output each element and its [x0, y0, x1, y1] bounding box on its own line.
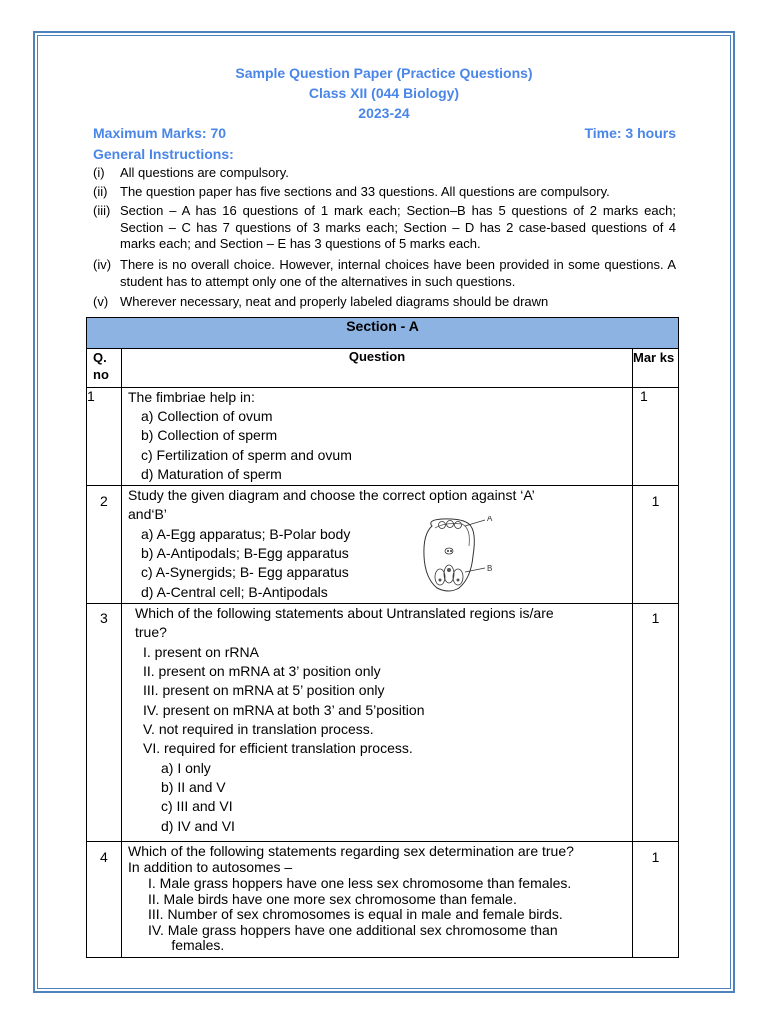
- section-a-heading: Section - A: [87, 318, 679, 349]
- instruction-item: [93, 184, 676, 201]
- statement-v: V. not required in translation process.: [143, 721, 374, 737]
- statement-iv: IV. Male grass hoppers have one additional sex chromosome than: [148, 922, 558, 938]
- instruction-text: All questions are compulsory.: [120, 165, 289, 180]
- option-a: a) Collection of ovum: [141, 408, 273, 424]
- question-stem-line2: In addition to autosomes –: [128, 859, 293, 875]
- option-a: a) A-Egg apparatus; B-Polar body: [141, 526, 351, 542]
- option-d: d) IV and VI: [161, 818, 235, 834]
- option-c: c) A-Synergids; B- Egg apparatus: [141, 564, 349, 580]
- option-b: b) II and V: [161, 779, 226, 795]
- diagram-label-b: B: [487, 564, 493, 573]
- question-cell: [122, 486, 633, 604]
- diagram-label-a: A: [487, 516, 493, 523]
- question-number: 2: [87, 486, 122, 604]
- time-allowed: Time: 3 hours: [584, 125, 676, 141]
- statement-iii: III. present on mRNA at 5’ position only: [143, 682, 385, 698]
- statement-ii: II. present on mRNA at 3’ position only: [143, 663, 381, 679]
- paper-title: Sample Question Paper (Practice Questions): [235, 65, 533, 81]
- instruction-item: [93, 203, 676, 253]
- question-marks: 1: [633, 486, 679, 604]
- instruction-item: [93, 257, 676, 290]
- instruction-text: Section – A has 16 questions of 1 mark each; Section–B has 5 questions of 2 marks each; Section – C has 7 questions of 3 marks each; Section – D has 2 case-based questions of 4 marks each; and Section – E has 3 questions of 5 marks each.: [120, 203, 676, 251]
- option-d: d) A-Central cell; B-Antipodals: [141, 584, 328, 600]
- embryo-sac-diagram: [407, 516, 507, 596]
- question-marks: 1: [633, 388, 679, 486]
- instruction-number: (iv): [93, 257, 112, 272]
- statement-i: I. Male grass hoppers have one less sex chromosome than females.: [148, 875, 572, 891]
- option-c: c) III and VI: [161, 798, 233, 814]
- question-number: 4: [87, 842, 122, 958]
- option-a: a) I only: [161, 760, 211, 776]
- option-d: d) Maturation of sperm: [141, 466, 282, 482]
- question-column-header: Question: [122, 349, 633, 388]
- instruction-item: [93, 165, 676, 182]
- question-stem-line1: Study the given diagram and choose the correct option against ‘A’: [128, 487, 535, 503]
- question-marks: 1: [633, 842, 679, 958]
- instruction-number: (ii): [93, 184, 108, 199]
- question-number: 1: [87, 388, 122, 486]
- instruction-item: [93, 294, 676, 311]
- statement-vi: VI. required for efficient translation process.: [143, 740, 413, 756]
- question-stem-line2: and‘B’: [128, 506, 167, 522]
- qno-column-header: Q. no: [87, 349, 122, 388]
- instruction-text: There is no overall choice. However, internal choices have been provided in some questions. A student has to attempt only one of the alternatives in such questions.: [120, 257, 676, 289]
- maximum-marks: Maximum Marks: 70: [93, 125, 227, 141]
- session-year: 2023-24: [358, 105, 410, 121]
- option-b: b) A-Antipodals; B-Egg apparatus: [141, 545, 349, 561]
- class-subject: Class XII (044 Biology): [308, 85, 460, 101]
- statement-iii: III. Number of sex chromosomes is equal in male and female birds.: [148, 906, 563, 922]
- question-row: [87, 842, 679, 958]
- instruction-text: Wherever necessary, neat and properly labeled diagrams should be drawn: [120, 294, 549, 309]
- question-marks: 1: [633, 604, 679, 842]
- instruction-number: (i): [93, 165, 105, 180]
- statement-ii: II. Male birds have one more sex chromosome than female.: [148, 891, 517, 907]
- question-cell: [122, 388, 633, 486]
- statement-iv-continued: females.: [148, 937, 225, 953]
- instruction-text: The question paper has five sections and 33 questions. All questions are compulsory.: [120, 184, 610, 199]
- question-stem-line2: true?: [135, 624, 167, 640]
- question-row: [87, 604, 679, 842]
- statement-i: I. present on rRNA: [143, 644, 259, 660]
- question-row: [87, 388, 679, 486]
- option-c: c) Fertilization of sperm and ovum: [141, 447, 352, 463]
- question-stem-line1: Which of the following statements regarding sex determination are true?: [128, 843, 574, 859]
- question-cell: [122, 842, 633, 958]
- question-stem: The fimbriae help in:: [128, 389, 255, 405]
- question-stem-line1: Which of the following statements about Untranslated regions is/are: [135, 605, 554, 621]
- marks-column-header: Mar ks: [633, 349, 679, 388]
- question-number: 3: [87, 604, 122, 842]
- instruction-number: (v): [93, 294, 109, 309]
- question-table: [86, 317, 679, 958]
- question-row: [87, 486, 679, 604]
- option-b: b) Collection of sperm: [141, 427, 278, 443]
- statement-iv: IV. present on mRNA at both 3’ and 5’position: [143, 702, 425, 718]
- instruction-number: (iii): [93, 203, 111, 218]
- question-cell: [122, 604, 633, 842]
- general-instructions-title: General Instructions:: [93, 146, 234, 162]
